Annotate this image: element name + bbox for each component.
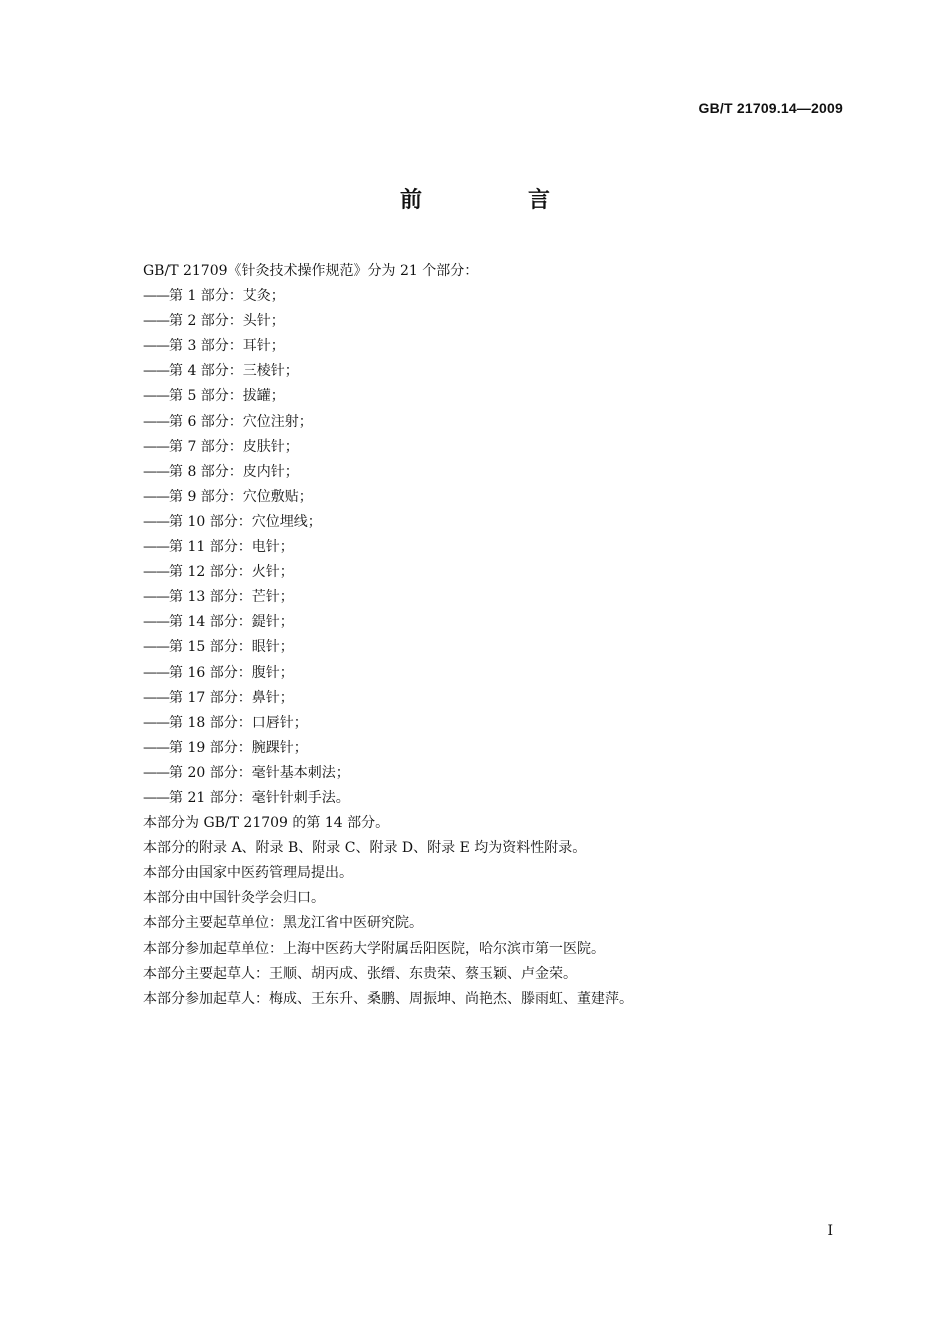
list-item-text: 第 21 部分：毫针针刺手法。 xyxy=(169,789,350,806)
list-dash: —— xyxy=(143,789,169,806)
list-item xyxy=(143,560,843,585)
list-dash: —— xyxy=(143,363,169,380)
statement-line: 本部分由国家中医药管理局提出。 xyxy=(143,865,353,882)
list-dash: —— xyxy=(143,288,169,305)
list-item xyxy=(143,661,843,686)
list-dash: —— xyxy=(143,313,169,330)
list-item-text: 第 20 部分：毫针基本刺法； xyxy=(169,764,350,781)
list-dash: —— xyxy=(143,463,169,480)
list-item-text: 第 8 部分：皮内针； xyxy=(169,463,299,480)
statement-line: 本部分主要起草单位：黑龙江省中医研究院。 xyxy=(143,915,423,932)
list-dash: —— xyxy=(143,614,169,631)
list-dash: —— xyxy=(143,639,169,656)
statement-line: 本部分参加起草人：梅成、王东升、桑鹏、周振坤、尚艳杰、滕雨虹、董建萍。 xyxy=(143,990,633,1007)
page-title: 前 言 xyxy=(399,188,592,213)
list-item xyxy=(143,359,843,384)
list-dash: —— xyxy=(143,739,169,756)
list-item-text: 第 14 部分：鍉针； xyxy=(169,614,294,631)
list-item xyxy=(143,460,843,485)
list-dash: —— xyxy=(143,438,169,455)
list-dash: —— xyxy=(143,388,169,405)
list-item-text: 第 6 部分：穴位注射； xyxy=(169,413,313,430)
statement-line: 本部分参加起草单位：上海中医药大学附属岳阳医院，哈尔滨市第一医院。 xyxy=(143,940,605,957)
list-item xyxy=(143,485,843,510)
list-dash: —— xyxy=(143,413,169,430)
list-item xyxy=(143,334,843,359)
list-item-text: 第 4 部分：三棱针； xyxy=(169,363,299,380)
list-item-text: 第 16 部分：腹针； xyxy=(169,664,294,681)
list-item xyxy=(143,510,843,535)
list-item-text: 第 15 部分：眼针； xyxy=(169,639,294,656)
list-item xyxy=(143,786,843,811)
list-dash: —— xyxy=(143,589,169,606)
list-item-text: 第 11 部分：电针； xyxy=(169,539,294,556)
statement-line: 本部分的附录 A、附录 B、附录 C、附录 D、附录 E 均为资料性附录。 xyxy=(143,840,587,857)
list-dash: —— xyxy=(143,689,169,706)
list-item xyxy=(143,535,843,560)
list-item-text: 第 9 部分：穴位敷贴； xyxy=(169,488,313,505)
list-item xyxy=(143,686,843,711)
list-dash: —— xyxy=(143,488,169,505)
list-item xyxy=(143,585,843,610)
list-item-text: 第 17 部分：鼻针； xyxy=(169,689,294,706)
list-item xyxy=(143,435,843,460)
list-item-text: 第 18 部分：口唇针； xyxy=(169,714,308,731)
standard-number: GB/T 21709.14—2009 xyxy=(698,100,843,116)
list-item-text: 第 1 部分：艾灸； xyxy=(169,288,285,305)
list-item-text: 第 10 部分：穴位埋线； xyxy=(169,513,322,530)
list-item-text: 第 3 部分：耳针； xyxy=(169,338,285,355)
list-dash: —— xyxy=(143,539,169,556)
list-dash: —— xyxy=(143,714,169,731)
list-item xyxy=(143,736,843,761)
statement-line: 本部分主要起草人：王顺、胡丙成、张缙、东贵荣、蔡玉颖、卢金荣。 xyxy=(143,965,577,982)
page-number: I xyxy=(827,1223,833,1239)
list-item-text: 第 13 部分：芒针； xyxy=(169,589,294,606)
list-dash: —— xyxy=(143,338,169,355)
list-item-text: 第 7 部分：皮肤针； xyxy=(169,438,299,455)
intro-paragraph: GB/T 21709《针灸技术操作规范》分为 21 个部分： xyxy=(143,263,479,279)
statement-line: 本部分为 GB/T 21709 的第 14 部分。 xyxy=(143,815,390,832)
list-dash: —— xyxy=(143,764,169,781)
statement-line: 本部分由中国针灸学会归口。 xyxy=(143,890,325,907)
list-item xyxy=(143,761,843,786)
statements-block xyxy=(143,811,843,1012)
list-dash: —— xyxy=(143,664,169,681)
list-item-text: 第 19 部分：腕踝针； xyxy=(169,739,308,756)
foreword-body xyxy=(143,259,843,1012)
list-item-text: 第 5 部分：拔罐； xyxy=(169,388,285,405)
list-item-text: 第 12 部分：火针； xyxy=(169,564,294,581)
list-item xyxy=(143,284,843,309)
list-item xyxy=(143,384,843,409)
list-item xyxy=(143,711,843,736)
list-item-text: 第 2 部分：头针； xyxy=(169,313,285,330)
list-item xyxy=(143,410,843,435)
list-item xyxy=(143,309,843,334)
parts-list xyxy=(143,284,843,811)
list-item xyxy=(143,610,843,635)
list-dash: —— xyxy=(143,564,169,581)
list-dash: —— xyxy=(143,513,169,530)
list-item xyxy=(143,635,843,660)
